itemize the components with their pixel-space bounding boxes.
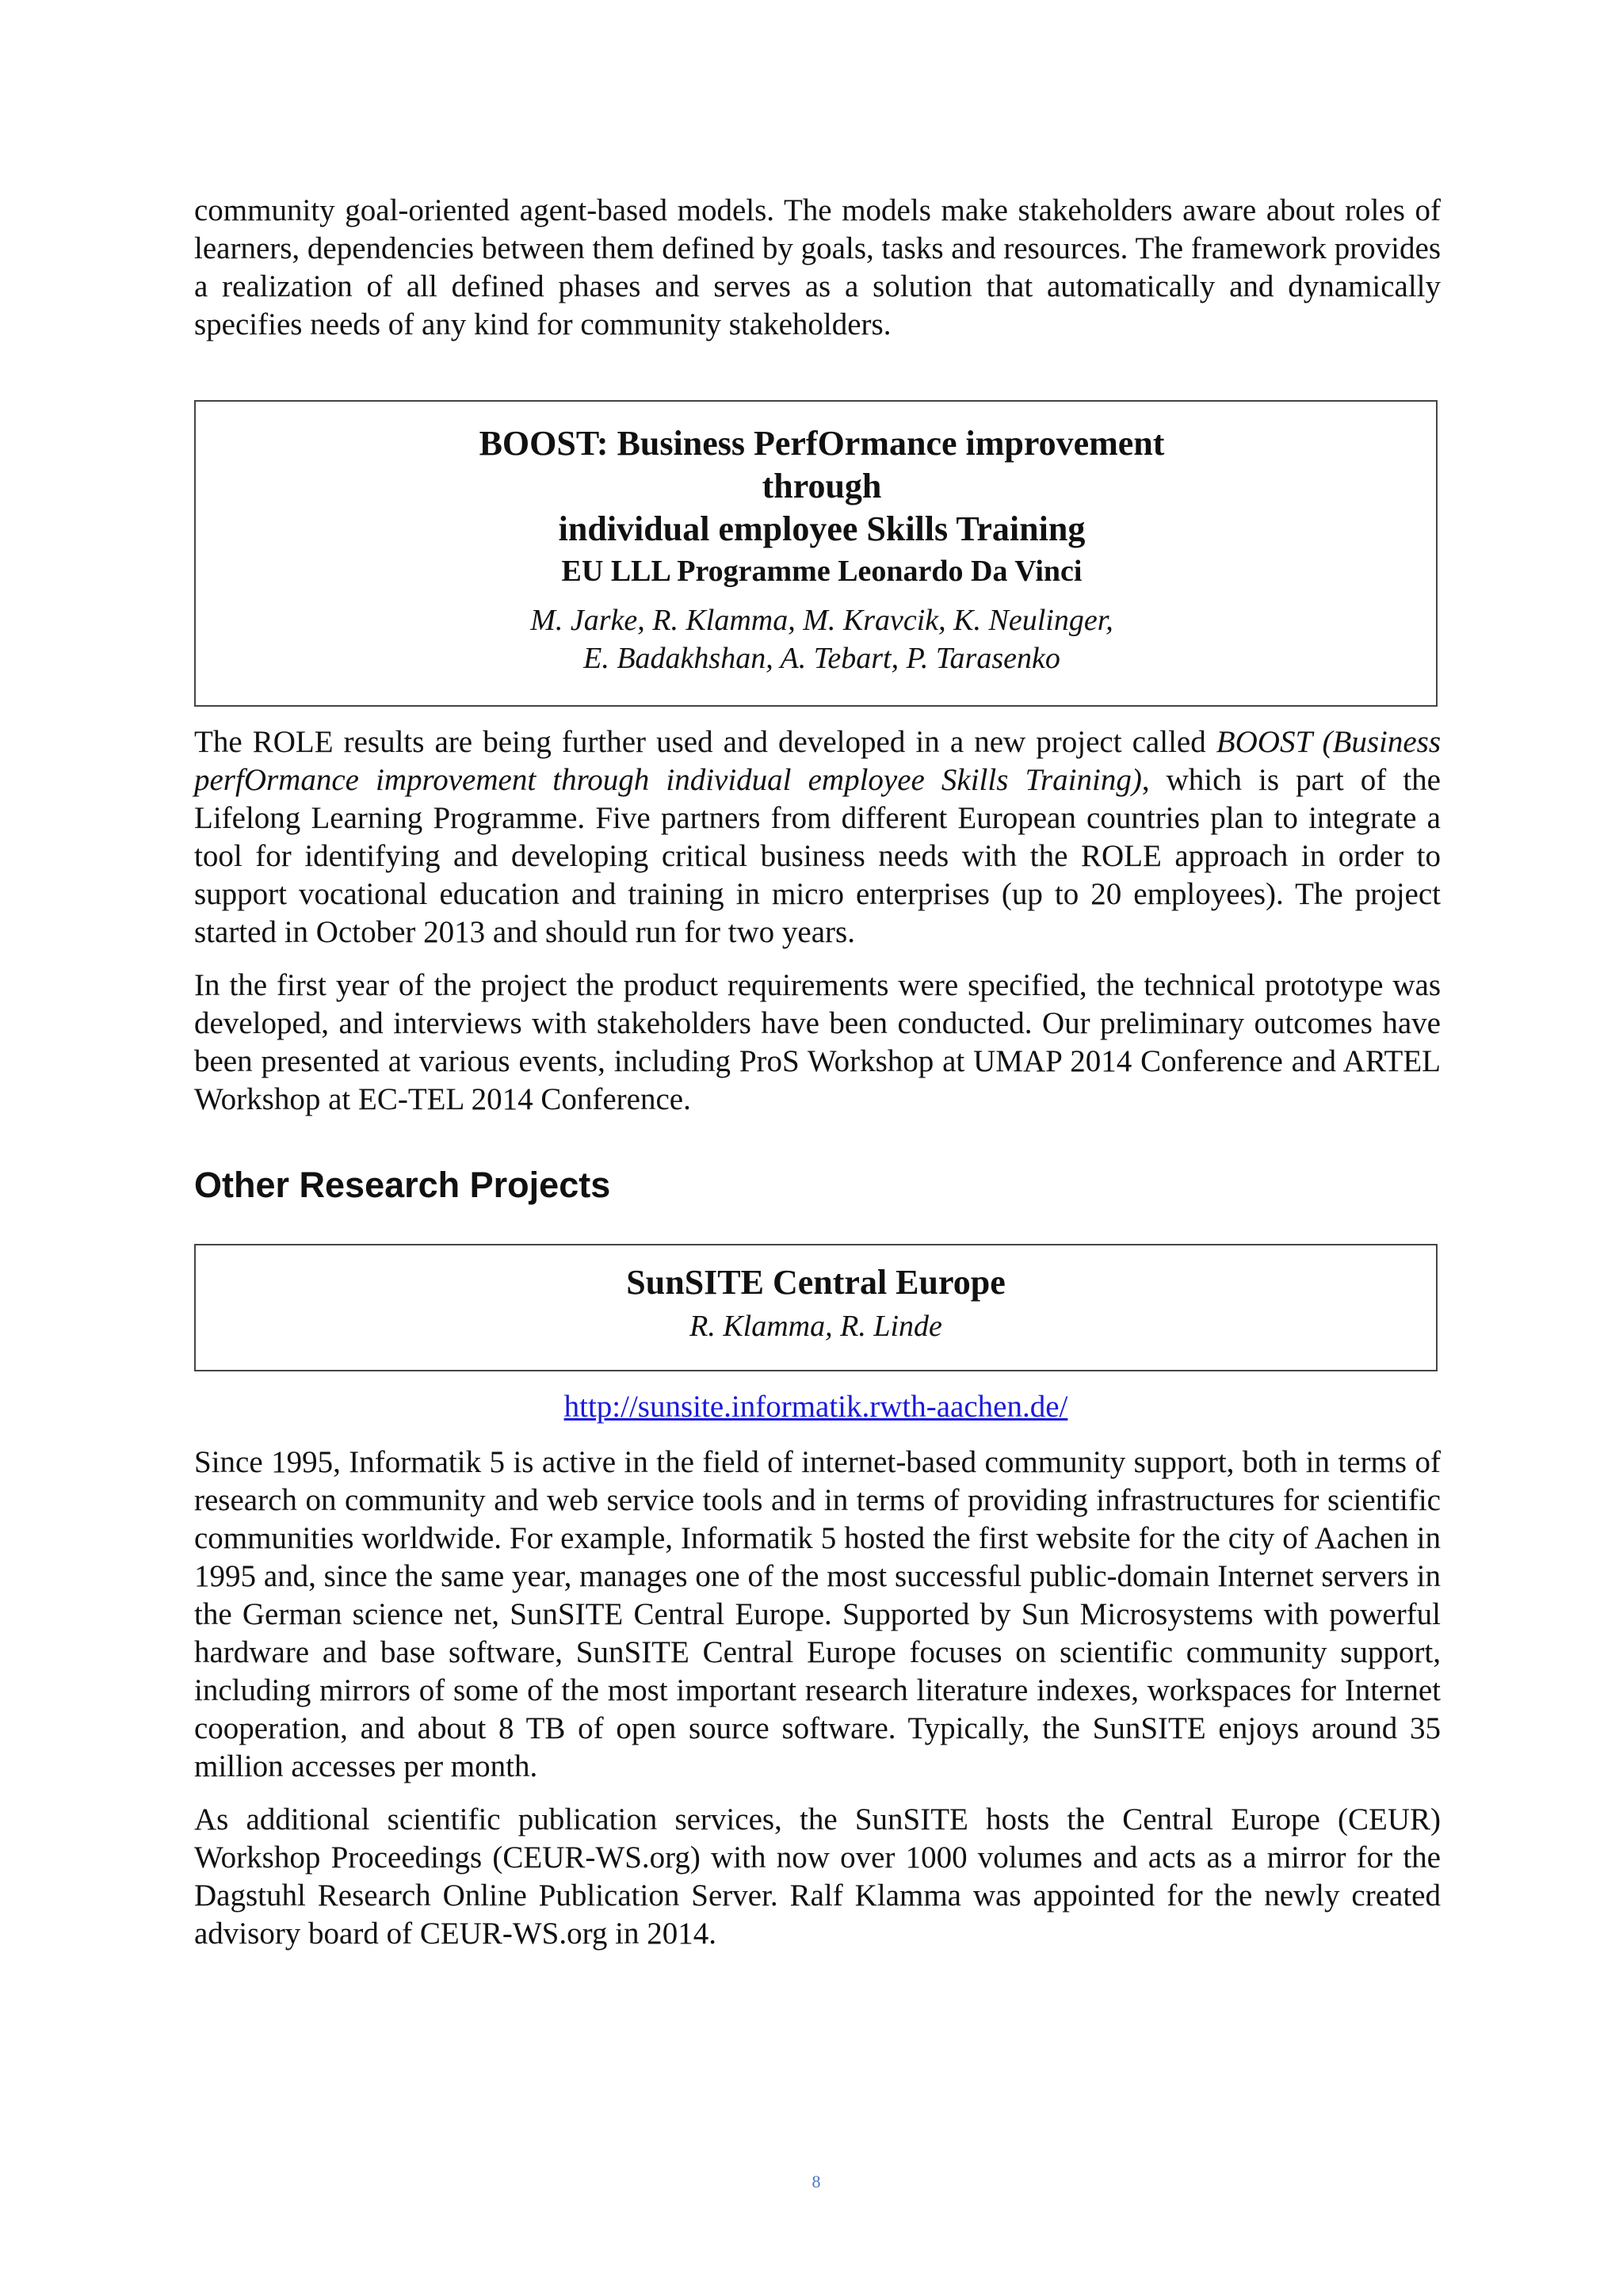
sunsite-paragraph-1: Since 1995, Informatik 5 is active in the field of internet-based community support, both in terms of research on community and web service tools and in terms of providing infrastructures for scientific communities worldwide. For example, Informatik 5 hosted the first website for the city of Aachen in 1995 and, since the same year, manages one of the most successful public-domain Internet servers in the German science net, SunSITE Central Europe. Supported by Sun Microsystems with powerful hardware and base software, SunSITE Central Europe focuses on scientific community support, including mirrors of some of the most important research literature indexes, workspaces for Internet cooperation, and about 8 TB of open source software. Typically, the SunSITE enjoys around 35 million accesses per month. xyxy=(194,1445,1441,1783)
boost-title-line2: individual employee Skills Training xyxy=(558,509,1086,548)
boost-title-line1: BOOST: Business PerfOrmance improvement through xyxy=(479,424,1165,505)
sunsite-url-link[interactable]: http://sunsite.informatik.rwth-aachen.de/ xyxy=(563,1390,1068,1424)
boost-paragraph-1 xyxy=(194,723,1441,952)
boost-paragraph-2: In the first year of the project the product requirements were specified, the technical prototype was developed, and interviews with stakeholders have been conducted. Our preliminary outcomes have been presented at various events, including ProS Workshop at UMAP 2014 Conference and ARTEL Workshop at EC-TEL 2014 Conference. xyxy=(194,968,1441,1116)
intro-paragraph: community goal-oriented agent-based models. The models make stakeholders aware about roles of learners, dependencies between them defined by goals, tasks and resources. The framework provides a realization of all defined phases and serves as a solution that automatically and dynamically specifies needs of any kind for community stakeholders. xyxy=(194,193,1441,341)
sunsite-authors: R. Klamma, R. Linde xyxy=(689,1310,942,1343)
section-heading: Other Research Projects xyxy=(194,1165,611,1205)
boost-programme: EU LLL Programme Leonardo Da Vinci xyxy=(561,555,1083,588)
page-number: 8 xyxy=(812,2172,821,2191)
boost-box-content xyxy=(426,422,1218,677)
sunsite-paragraph-2: As additional scientific publication services, the SunSITE hosts the Central Europe (CEUR) Workshop Proceedings (CEUR-WS.org) with now over 1000 volumes and acts as a mirror for the Dagstuhl Research Online Publication Server. Ralf Klamma was appointed for the newly created advisory board of CEUR-WS.org in 2014. xyxy=(194,1802,1441,1951)
boost-paragraph-1-italic: BOOST (Business perfOrmance improvement through individual employee Skills Training) xyxy=(194,725,1441,797)
intro-block xyxy=(194,192,1441,344)
boost-authors-line2: E. Badakhshan, A. Tebart, P. Tarasenko xyxy=(583,642,1060,675)
boost-paragraph-1-before: The ROLE results are being further used and developed in a new project called xyxy=(194,725,1216,759)
sunsite-project-box xyxy=(194,1244,1438,1371)
sunsite-text-block xyxy=(194,1444,1441,1953)
boost-project-box xyxy=(194,400,1438,707)
sunsite-title: SunSITE Central Europe xyxy=(626,1263,1006,1302)
boost-text-block xyxy=(194,723,1441,1119)
boost-paragraph-1-after: , which is part of the Lifelong Learning Programme. Five partners from different European countries plan to integrate a tool for identifying and developing critical business needs with the ROLE approach in order to support vocational education and training in micro enterprises (up to 20 employees). The project started in October 2013 and should run for two years. xyxy=(194,763,1441,949)
boost-authors-line1: M. Jarke, R. Klamma, M. Kravcik, K. Neulinger, xyxy=(530,604,1113,637)
